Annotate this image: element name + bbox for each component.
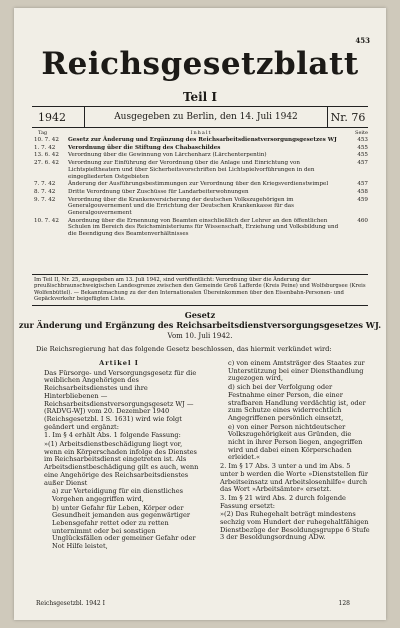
footer-sheet-number: 128 <box>338 600 350 607</box>
paragraph: d) sich bei der Verfolgung oder Festnahme einer Person, die einer strafbaren Handlung verdächtig ist, oder zum Schutze eines widerrechtlich Angegriffenen persönlich einsetzt, <box>228 383 366 422</box>
toc-row <box>34 181 368 188</box>
gazette-page <box>14 8 386 620</box>
paragraph: 3. Im § 21 wird Abs. 2 durch folgende Fassung ersetzt: <box>220 493 346 510</box>
paragraph: »(1) Arbeitsdienstbeschädigung liegt vor, wenn ein Körperschaden infolge des Dienstes im Reichsarbeitsdienst eingetreten ist. Als Arbeitsdienstbeschädigung gilt es auch, wenn eine Angehörige des Reichsarbeitsdienstes außer Dienst <box>44 440 199 487</box>
toc-header <box>34 130 368 136</box>
issue-date: Ausgegeben zu Berlin, den 14. Juli 1942 <box>114 112 298 122</box>
law-title-line: Gesetz <box>184 310 216 320</box>
article-heading: Artikel I <box>99 359 139 367</box>
toc-title: Anordnung über die Ernennung von Beamten einschließlich der Lehrer an den öffentlichen Schulen im Bereich des Reichsministeriums für Wissenschaft, Erziehung und Volksbildung und die Beendigung des Beamtenverhältnisses <box>68 217 339 238</box>
law-date: Vom 10. Juli 1942. <box>167 332 233 340</box>
law-intro: Die Reichsregierung hat das folgende Gesetz beschlossen, das hiermit verkündet wird: <box>36 345 332 353</box>
toc-title: Änderung der Ausführungsbestimmungen zur Verordnung über den Kriegsverdienstwimpel <box>68 181 329 188</box>
divider <box>32 305 368 306</box>
masthead-title: Reichsgesetzblatt <box>41 46 359 82</box>
toc-row <box>34 189 368 196</box>
text-column-right <box>212 360 370 543</box>
paragraph: a) zur Verteidigung für ein dienstliches Vorgehen angegriffen wird, <box>52 487 184 503</box>
toc-title: Verordnung zur Einführung der Verordnung über die Anlage und Einrichtung von Lichtspieltheatern und über Sicherheitsvorschriften bei Lichtspielvorführungen in den eingegliederten Ostgebieten <box>68 160 315 180</box>
toc-date: 1. 7. 42 <box>34 144 56 151</box>
toc-date: 13. 6. 42 <box>34 152 59 159</box>
toc-title: Gesetz zur Änderung und Ergänzung des Reichsarbeitsdienstversorgungsgesetzes WJ <box>68 137 337 143</box>
toc-header-page: Seite <box>355 130 368 136</box>
issue-number: Nr. 76 <box>327 107 368 127</box>
toc-row <box>34 152 368 159</box>
law-title-line: zur Änderung und Ergänzung des Reichsarbeitsdienstversorgungsgesetzes WJ. <box>18 320 382 330</box>
toc-title: Verordnung über die Gewinnung von Lärchenharz (Lärchenterpentin) <box>68 152 267 159</box>
part-label: Teil I <box>182 90 218 104</box>
toc-page: 459 <box>357 196 368 203</box>
toc-date: 7. 7. 42 <box>34 181 56 188</box>
toc-date: 27. 6. 42 <box>34 160 59 167</box>
toc-date: 8. 7. 42 <box>34 188 56 195</box>
toc-page: 457 <box>357 181 368 188</box>
toc-page: 455 <box>357 144 368 151</box>
law-title <box>14 310 386 330</box>
paragraph: b) unter Gefahr für Leben, Körper oder Gesundheit jemanden aus gegenwärtiger Lebensgefahr rettet oder zu retten unternimmt oder bei sonstigen Unglücksfällen oder gemeiner Gefahr oder Not Hilfe leistet, <box>52 503 196 551</box>
paragraph: Das Fürsorge- und Versorgungsgesetz für die weiblichen Angehörigen des Reichsarbeitsdienstes und ihre Hinterbliebenen — Reichsarbeitsdienstversorgungsgesetz WJ — (RADVG-WJ) vom 20. Dezember 1940 (Reichsgesetzbl. I S. 1631) wird wie folgt geändert und ergänzt: <box>44 368 197 431</box>
toc-row <box>34 137 368 144</box>
toc-row <box>34 160 368 180</box>
toc-date: 10. 7. 42 <box>34 137 59 143</box>
paragraph: »(2) Das Ruhegehalt beträgt mindestens sechzig vom Hundert der ruhegehaltfähigen Dienstbezüge der Besoldungsgruppe 6 Stufe 3 der Besoldungsordnung ADw. <box>220 510 370 542</box>
toc-title: Verordnung über die Krankenversicherung der deutschen Volkszugehörigen im Generalgouvernement und die Errichtung der Deutschen Krankenkasse für das Generalgouvernement <box>68 196 294 217</box>
footer-sheet-label: Reichsgesetzbl. 1942 I <box>36 600 106 607</box>
toc-header-day: Tag <box>38 130 48 136</box>
paragraph: 2. Im § 17 Abs. 3 unter a und im Abs. 5 unter b werden die Worte »Dienststellen für Arbeitseinsatz und Arbeitslosenhilfe« durch das Wort »Arbeitsämter« ersetzt. <box>220 462 369 494</box>
part-two-notice: Im Teil II, Nr. 25, ausgegeben am 13. Juli 1942, sind veröffentlicht: Verordnung über die Änderung der preußischbraunschweigischen Landesgrenze zwischen den Gemeinde Groß Lafferde (Kreis Peine) und Wolfsburgsee (Kreis Wolfenbüttel). — Bekanntmachung zu der den Internationalen Übereinkommen über den Eisenbahn-Personen- und Gepäckverkehr beigefügten Liste. <box>34 277 366 302</box>
toc-date: 10. 7. 42 <box>34 217 59 224</box>
page-number: 453 <box>355 36 370 45</box>
toc-row <box>34 197 368 217</box>
divider <box>32 274 368 275</box>
toc-header-contents: Inhalt <box>190 130 212 136</box>
toc-title: Verordnung über die Stiftung des Chabaschildes <box>68 144 221 151</box>
toc-page: 455 <box>357 152 368 159</box>
issue-bar <box>32 106 368 128</box>
issue-year: 1942 <box>32 107 85 127</box>
toc-row <box>34 145 368 152</box>
text-column-left <box>36 360 202 552</box>
toc-title: Dritte Verordnung über Zuschüsse für Landarbeiterwohnungen <box>68 188 249 195</box>
toc-row <box>34 218 368 238</box>
toc-page: 460 <box>357 217 368 224</box>
toc-page: 458 <box>357 188 368 195</box>
paragraph: c) von einem Amtsträger des Staates zur Unterstützung bei einer Diensthandlung zugezogen wird, <box>228 359 365 383</box>
paragraph: 1. Im § 4 erhält Abs. 1 folgende Fassung: <box>44 431 181 440</box>
paragraph: e) von einer Person nichtdeutscher Volkszugehörigkeit aus Gründen, die nicht in ihrer Person liegen, angegriffen wird und dabei einen Körperschaden erleidet.« <box>228 422 363 462</box>
toc-date: 9. 7. 42 <box>34 196 56 203</box>
toc-page: 457 <box>357 160 368 167</box>
table-of-contents <box>34 137 368 238</box>
toc-page: 453 <box>357 137 368 143</box>
